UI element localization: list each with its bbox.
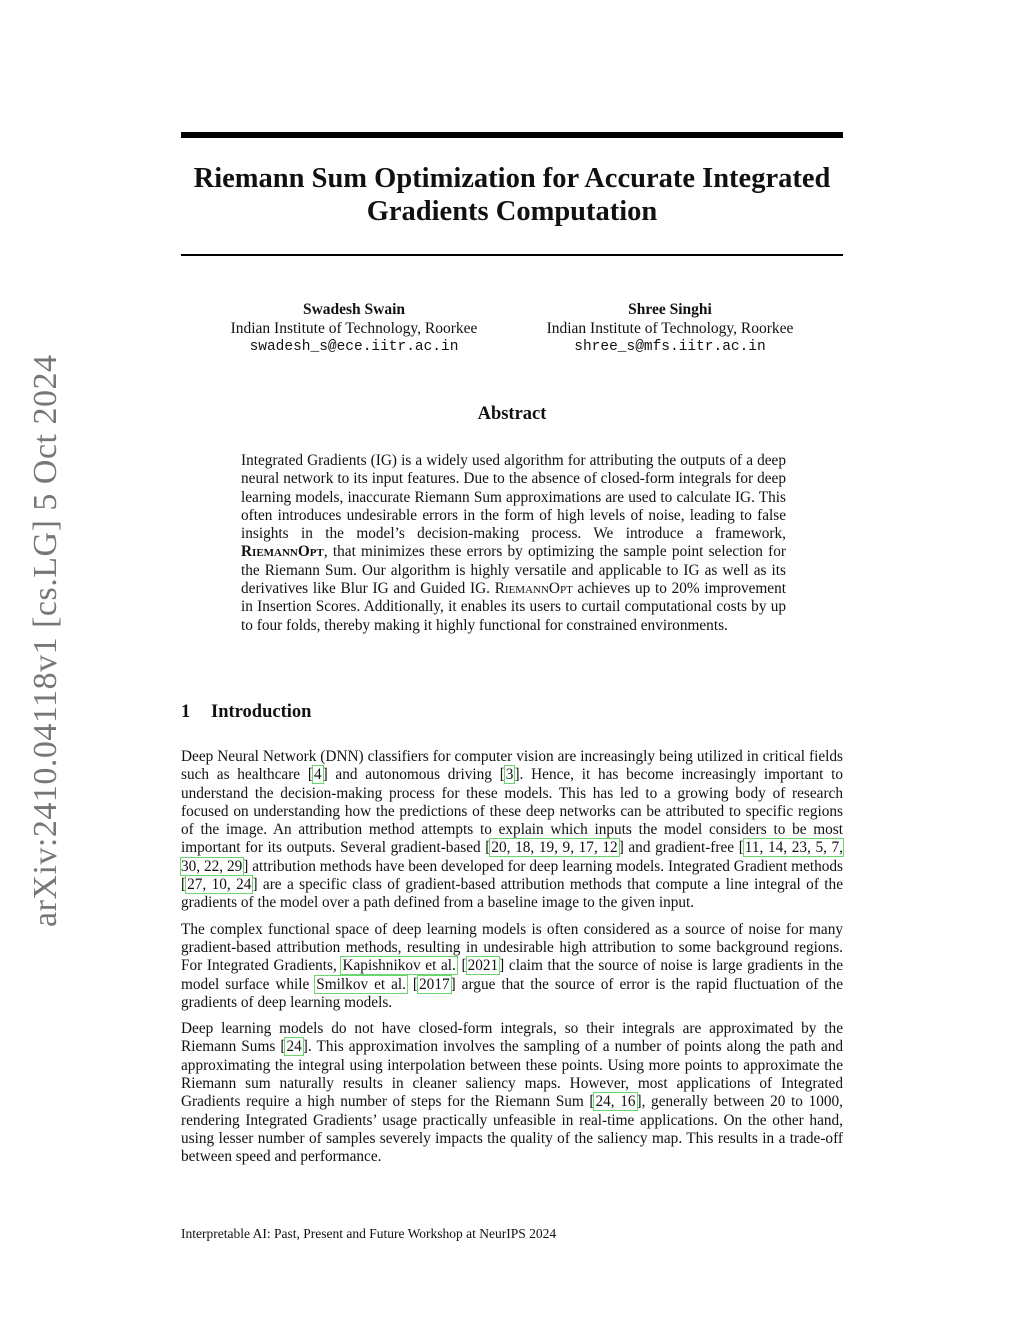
text-run: ] are a specific class of gradient-based attribution methods that compute a line integral of the gradients of the model over a path defined from a baseline image to the given input. [181,876,843,912]
abstract-text-part: , that minimizes these errors by optimizing the sample point selection for the Riemann Sum. Our algorithm is highly versatile and applicable to IG as well as its derivatives like Blur IG and Guided IG. [241,543,786,598]
paragraph-1 [181,748,843,913]
author-block-2 [520,300,820,357]
footer-venue: Interpretable AI: Past, Present and Future Workshop at NeurIPS 2024 [181,1226,557,1241]
citation-link[interactable]: 3 [505,766,514,784]
citation-link[interactable]: 4 [313,766,322,784]
text-run: ]. Hence, it has become increasingly important to understand the decision-making process for these models. This has led to a growing body of research focused on understanding how the predictions of these deep networks can be attributed to specific regions of the image. An attribution method attempts to explain which inputs the model considers to be most important for its outputs. Several gradient-based [ [181,766,844,857]
section-heading-introduction [181,702,311,723]
author-email[interactable]: swadesh_s@ece.iitr.ac.in [249,339,459,355]
text-run: ], generally between 20 to 1000, rendering Integrated Gradients’ usage practically unfeasible in real-time applications. On the other hand, using lesser number of samples severely impacts the quality of the saliency map. This results in a trade-off between speed and performance. [181,1093,843,1166]
text-run: ]. This approximation involves the sampling of a number of points along the path and approximating the integral using interpolation between these points. Using more points to approximate the Riemann sum naturally results in cleaner saliency maps. However, most applications of Integrated Gradients require a high number of steps for the Riemann Sum [ [181,1038,843,1111]
title-line-1: Riemann Sum Optimization for Accurate Integrated [193,163,831,194]
citation-link[interactable]: 24, 16 [595,1093,636,1111]
text-run: [ [406,975,419,993]
citation-link[interactable]: 11, 14, 23, 5, 7, 30, 22, 29 [181,839,844,875]
author-email[interactable]: shree_s@mfs.iitr.ac.in [574,339,766,355]
citation-link[interactable]: 2017 [419,975,450,993]
citation-link[interactable]: 2021 [467,957,499,975]
paragraph-2 [181,921,843,1012]
text-run: ] argue that the source of error is the rapid fluctuation of the gradients of deep learning models. [181,975,843,1011]
citation-link[interactable]: 20, 18, 19, 9, 17, 12 [491,839,618,857]
method-name: RiemannOpt [494,580,573,598]
author-block-1 [204,300,504,357]
author-affiliation: Indian Institute of Technology, Roorkee [230,320,478,337]
citation-link[interactable]: Kapishnikov et al. [342,957,456,975]
title-top-rule [181,132,843,138]
text-run: ] claim that the source of noise is large gradients in the model surface while [181,957,844,993]
abstract-text-part: Integrated Gradients (IG) is a widely used algorithm for attributing the outputs of a deep neural network to its input features. Due to the absence of closed-form integrals for deep learning models, inaccurate Riemann Sum approximations are used to calculate IG. This often introduces undesirable errors in the form of high levels of noise, leading to false insights in the model’s decision-making process. We introduce a framework, [241,452,786,543]
abstract-text-part: achieves up to 20% improvement in Insertion Scores. Additionally, it enables its users to curtail computational costs by up to four folds, thereby making it highly functional for constrained environments. [241,580,786,634]
arxiv-stamp: arXiv:2410.04118v1 [cs.LG] 5 Oct 2024 [27,354,64,927]
text-run: The complex functional space of deep learning models is often considered as a source of noise for many gradient-based attribution methods, resulting in undesirable high attribution to some background regions. For Integrated Gradients, [181,920,843,975]
section-title: Introduction [211,702,312,722]
citation-link[interactable]: Smilkov et al. [316,975,406,993]
paper-title [181,162,843,228]
author-name: Shree Singhi [628,301,712,318]
citation-link[interactable]: 27, 10, 24 [187,876,252,894]
paragraph-3 [181,1020,843,1166]
author-affiliation: Indian Institute of Technology, Roorkee [546,320,794,337]
method-name: RiemannOpt [241,543,324,561]
text-run: ] and gradient-free [ [618,839,744,857]
author-name: Swadesh Swain [302,301,406,318]
abstract-heading: Abstract [477,404,547,424]
text-run: Deep learning models do not have closed-form integrals, so their integrals are approximated by the Riemann Sums [ [181,1020,843,1056]
abstract-text [241,452,786,635]
text-run: ] attribution methods have been developed for deep learning models. Integrated Gradient methods [ [181,857,844,894]
text-run: Deep Neural Network (DNN) classifiers for computer vision are increasingly being utilized in critical fields such as healthcare [ [181,748,843,784]
text-run: [ [456,957,467,975]
citation-link[interactable]: 24 [286,1038,302,1056]
title-bottom-rule [181,254,843,256]
text-run: ] and autonomous driving [ [322,766,505,784]
title-line-2: Gradients Computation [366,196,658,227]
section-number: 1 [181,702,191,722]
introduction-body [181,748,843,1175]
